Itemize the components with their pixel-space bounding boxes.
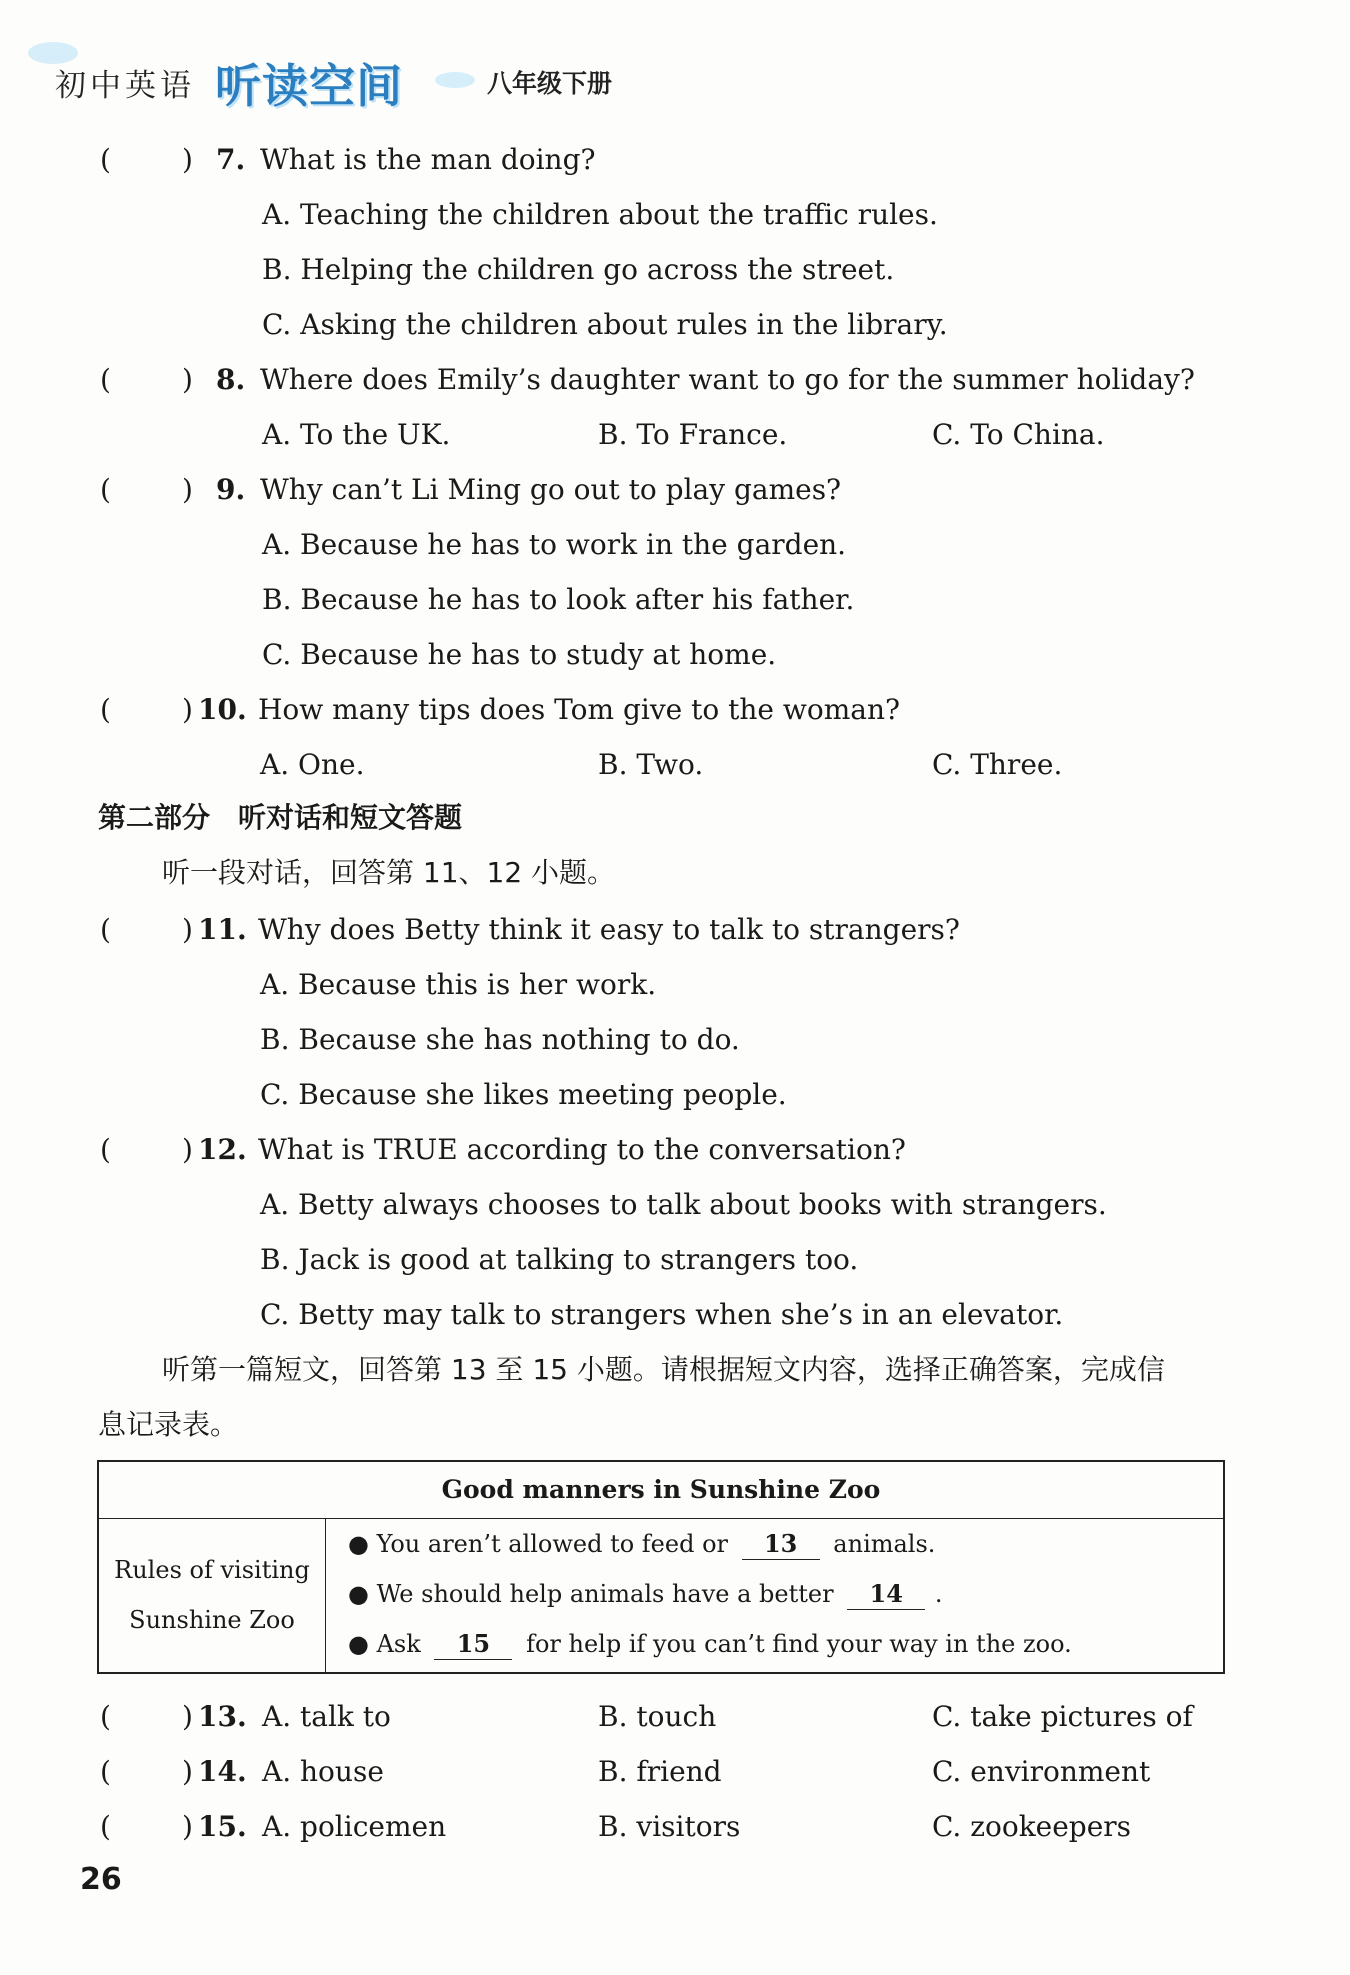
answer-paren-close: ) <box>182 143 193 176</box>
question-number: 13. <box>198 1700 247 1733</box>
answer-paren-close: ) <box>182 1133 193 1166</box>
instruction-text: 听第一篇短文，回答第 13 至 15 小题。请根据短文内容，选择正确答案，完成信 <box>162 1353 1165 1386</box>
section-title: 第二部分 听对话和短文答题 <box>98 801 463 834</box>
question-number: 14. <box>198 1755 247 1788</box>
option-c: C. Asking the children about rules in the library. <box>262 308 948 341</box>
table-title: Good manners in Sunshine Zoo <box>99 1462 1223 1519</box>
brand-logo: 听读空间 <box>215 59 403 113</box>
option-a: A. talk to <box>262 1700 391 1733</box>
question-text: Where does Emily’s daughter want to go for the summer holiday? <box>260 363 1195 396</box>
answer-paren-close: ) <box>182 1810 193 1843</box>
answer-paren-open: ( <box>100 1810 111 1843</box>
answer-paren-open: ( <box>100 1133 111 1166</box>
question-number: 8. <box>216 363 246 396</box>
option-c: C. zookeepers <box>932 1810 1132 1843</box>
book-title: 初中英语 <box>55 68 195 104</box>
rule-text: Ask <box>376 1630 421 1658</box>
answer-paren-open: ( <box>100 913 111 946</box>
grade-label: 八年级下册 <box>487 69 613 98</box>
option-c: C. environment <box>932 1755 1151 1788</box>
answer-paren-open: ( <box>100 363 111 396</box>
table-rules-cell <box>326 1518 1223 1674</box>
rule-text: You aren’t allowed to feed or <box>376 1530 729 1558</box>
question-text: What is the man doing? <box>260 143 596 176</box>
blank-14[interactable]: 14 <box>847 1579 925 1610</box>
page-number: 26 <box>80 1862 122 1897</box>
answer-paren-open: ( <box>100 1700 111 1733</box>
rule-item <box>348 1626 1072 1662</box>
option-c: C. Because he has to study at home. <box>262 638 777 671</box>
rule-item <box>348 1526 935 1562</box>
option-b: B. Two. <box>598 748 704 781</box>
rule-text: animals. <box>833 1530 936 1558</box>
option-b: B. Jack is good at talking to strangers too. <box>260 1243 859 1276</box>
option-a: A. policemen <box>262 1810 447 1843</box>
option-a: A. house <box>262 1755 384 1788</box>
answer-paren-close: ) <box>182 913 193 946</box>
option-b: B. Because he has to look after his father. <box>262 583 855 616</box>
option-b: B. Helping the children go across the street. <box>262 253 895 286</box>
blank-13[interactable]: 13 <box>742 1529 820 1560</box>
answer-paren-close: ) <box>182 473 193 506</box>
option-a: A. Teaching the children about the traffic rules. <box>262 198 938 231</box>
answer-paren-close: ) <box>182 1755 193 1788</box>
info-record-table <box>97 1460 1225 1674</box>
answer-paren-close: ) <box>182 693 193 726</box>
rule-text: We should help animals have a better <box>376 1580 834 1608</box>
bullet-icon: ● <box>348 1630 369 1658</box>
option-c: C. Because she likes meeting people. <box>260 1078 787 1111</box>
question-number: 7. <box>216 143 246 176</box>
page-header <box>50 42 1270 122</box>
answer-paren-close: ) <box>182 363 193 396</box>
option-a: A. Because he has to work in the garden. <box>262 528 847 561</box>
rule-item <box>348 1576 943 1612</box>
answer-paren-open: ( <box>100 1755 111 1788</box>
question-number: 12. <box>198 1133 247 1166</box>
option-c: C. take pictures of <box>932 1700 1193 1733</box>
option-c: C. Betty may talk to strangers when she’s in an elevator. <box>260 1298 1064 1331</box>
bullet-icon: ● <box>348 1530 369 1558</box>
instruction-text: 息记录表。 <box>98 1408 239 1441</box>
option-a: A. Betty always chooses to talk about books with strangers. <box>260 1188 1107 1221</box>
question-number: 9. <box>216 473 246 506</box>
option-a: A. One. <box>260 748 365 781</box>
answer-paren-close: ) <box>182 1700 193 1733</box>
option-b: B. touch <box>598 1700 717 1733</box>
rule-text: . <box>934 1580 943 1608</box>
table-row-header-line: Sunshine Zoo <box>129 1606 295 1634</box>
option-a: A. Because this is her work. <box>260 968 657 1001</box>
answer-paren-open: ( <box>100 473 111 506</box>
blank-15[interactable]: 15 <box>434 1629 512 1660</box>
bullet-icon: ● <box>348 1580 369 1608</box>
cloud-decoration-icon <box>435 72 475 88</box>
table-row-header-line: Rules of visiting <box>114 1556 310 1584</box>
question-text: Why does Betty think it easy to talk to strangers? <box>258 913 960 946</box>
option-a: A. To the UK. <box>262 418 451 451</box>
rule-text: for help if you can’t find your way in the zoo. <box>526 1630 1072 1658</box>
option-c: C. Three. <box>932 748 1063 781</box>
option-c: C. To China. <box>932 418 1105 451</box>
option-b: B. Because she has nothing to do. <box>260 1023 740 1056</box>
question-number: 10. <box>198 693 247 726</box>
option-b: B. visitors <box>598 1810 741 1843</box>
table-row-header <box>99 1518 326 1674</box>
option-b: B. To France. <box>598 418 788 451</box>
option-b: B. friend <box>598 1755 722 1788</box>
instruction-text: 听一段对话，回答第 11、12 小题。 <box>162 856 616 889</box>
answer-paren-open: ( <box>100 693 111 726</box>
question-text: What is TRUE according to the conversation? <box>258 1133 906 1166</box>
question-text: How many tips does Tom give to the woman? <box>258 693 901 726</box>
question-number: 15. <box>198 1810 247 1843</box>
question-number: 11. <box>198 913 247 946</box>
question-text: Why can’t Li Ming go out to play games? <box>260 473 842 506</box>
answer-paren-open: ( <box>100 143 111 176</box>
